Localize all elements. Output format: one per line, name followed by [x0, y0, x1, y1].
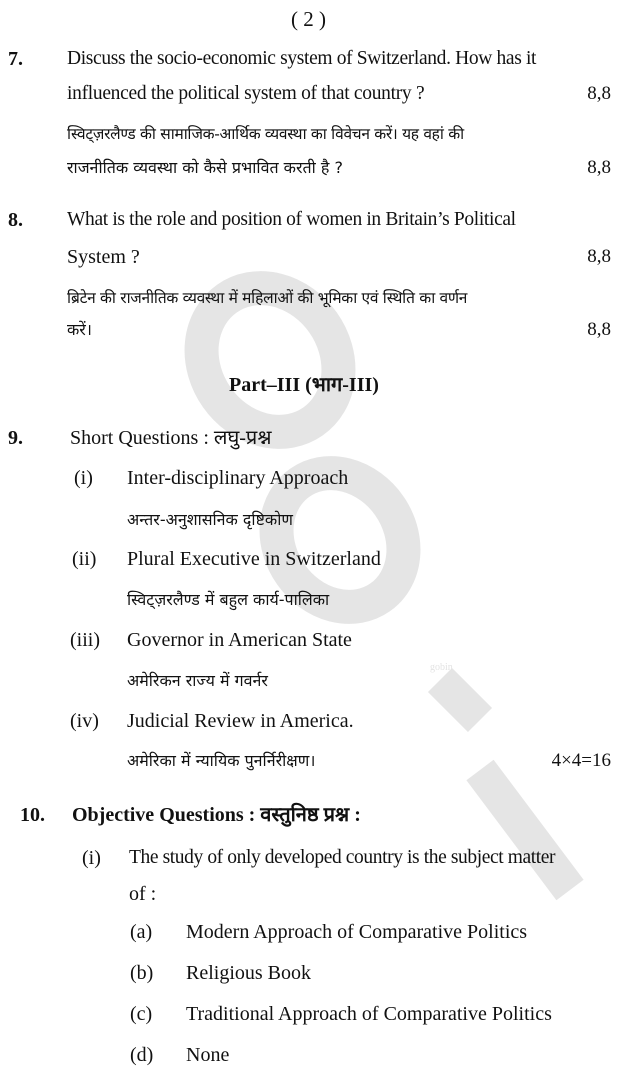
q10-option-text: Traditional Approach of Comparative Politics [186, 1003, 552, 1025]
q9-number: 9. [8, 427, 23, 449]
q9-item-en: Plural Executive in Switzerland [127, 548, 381, 570]
q7-marks-en: 8,8 [587, 83, 611, 104]
part-heading: Part–III (भाग-III) [229, 374, 379, 396]
q10-title: Objective Questions : वस्तुनिष्ठ प्रश्न : [72, 804, 361, 826]
q10-sub-line1: The study of only developed country is the subject matter [129, 847, 556, 868]
q10-option-label: (a) [130, 921, 153, 943]
q9-item-hi: अमेरिकन राज्य में गवर्नर [127, 671, 268, 690]
q8-marks-en: 8,8 [587, 246, 611, 267]
q9-item-label: (ii) [72, 548, 97, 570]
q7-hi-line2: राजनीतिक व्यवस्था को कैसे प्रभावित करती है ? [67, 158, 343, 177]
page-number: ( 2 ) [291, 7, 326, 31]
q8-hi-line2: करें। [67, 320, 92, 339]
q7-marks-hi: 8,8 [587, 157, 611, 178]
q9-marks: 4×4=16 [551, 750, 611, 771]
q9-item-hi: अमेरिका में न्यायिक पुनर्निरीक्षण। [127, 751, 316, 770]
q9-item-label: (iv) [70, 710, 99, 732]
q8-number: 8. [8, 209, 23, 231]
q10-number: 10. [20, 804, 45, 826]
q7-en-line2: influenced the political system of that country ? [67, 83, 425, 104]
q9-item-label: (iii) [70, 629, 100, 651]
q7-hi-line1: स्विट्ज़रलैण्ड की सामाजिक-आर्थिक व्यवस्था का विवेचन करें। यह वहां की [67, 125, 464, 143]
q8-hi-line1: ब्रिटेन की राजनीतिक व्यवस्था में महिलाओं की भूमिका एवं स्थिति का वर्णन [67, 289, 468, 307]
q9-title: Short Questions : लघु-प्रश्न [70, 427, 272, 449]
watermark-text: gobin [430, 662, 453, 673]
q9-item-en: Judicial Review in America. [127, 710, 354, 732]
q8-en-line1: What is the role and position of women in Britain’s Political [67, 209, 516, 230]
q10-sub-label: (i) [82, 847, 101, 869]
q7-number: 7. [8, 48, 23, 70]
q9-item-en: Inter-disciplinary Approach [127, 467, 349, 489]
q9-item-hi: स्विट्ज़रलैण्ड में बहुल कार्य-पालिका [127, 590, 330, 609]
q9-item-hi: अन्तर-अनुशासनिक दृष्टिकोण [127, 510, 293, 529]
q10-option-label: (c) [130, 1003, 153, 1025]
q9-item-en: Governor in American State [127, 629, 352, 651]
q10-sub-line2: of : [129, 883, 157, 905]
q8-marks-hi: 8,8 [587, 319, 611, 340]
q9-item-label: (i) [74, 467, 93, 489]
q7-en-line1: Discuss the socio-economic system of Switzerland. How has it [67, 48, 537, 69]
q8-en-line2: System ? [67, 246, 140, 268]
q10-option-text: Modern Approach of Comparative Politics [186, 921, 528, 943]
q10-option-label: (d) [130, 1044, 154, 1066]
q10-option-label: (b) [130, 962, 154, 984]
q10-option-text: None [186, 1044, 230, 1066]
q10-option-text: Religious Book [186, 962, 312, 984]
